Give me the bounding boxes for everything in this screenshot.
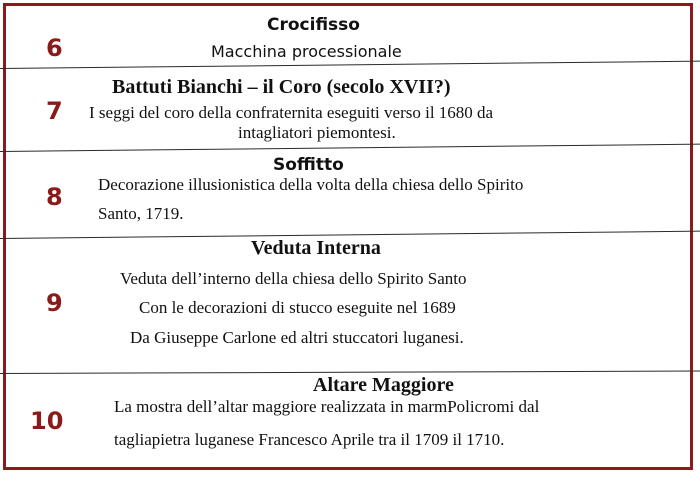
entry-number: 10	[30, 407, 64, 435]
entry-description: tagliapietra luganese Francesco Aprile tra il 1709 il 1710.	[114, 430, 505, 449]
entry-description: Veduta dell’interno della chiesa dello Spirito Santo	[120, 269, 467, 288]
entry-description: Con le decorazioni di stucco eseguite nel 1689	[139, 298, 456, 317]
entry-description: Macchina processionale	[211, 42, 402, 61]
entry-title: Altare Maggiore	[313, 374, 454, 396]
entry-title: Battuti Bianchi – il Coro (secolo XVII?)	[112, 76, 451, 98]
entry-description: I seggi del coro della confraternita eseguiti verso il 1680 da	[89, 103, 494, 122]
entry-title: Soffitto	[273, 155, 344, 175]
entry-number: 6	[46, 34, 63, 62]
entry-number: 8	[46, 183, 63, 211]
entry-description: intagliatori piemontesi.	[238, 123, 396, 142]
entry-description: La mostra dell’altar maggiore realizzata in marmPolicromi dal	[114, 397, 540, 416]
entry-description: Da Giuseppe Carlone ed altri stuccatori luganesi.	[130, 328, 464, 347]
entry-title: Veduta Interna	[251, 237, 381, 259]
entry-description: Decorazione illusionistica della volta della chiesa dello Spirito	[98, 175, 524, 194]
entry-description: Santo, 1719.	[98, 204, 184, 223]
entry-title: Crocifisso	[267, 15, 360, 35]
entry-number: 7	[46, 97, 63, 125]
entry-number: 9	[46, 289, 63, 317]
